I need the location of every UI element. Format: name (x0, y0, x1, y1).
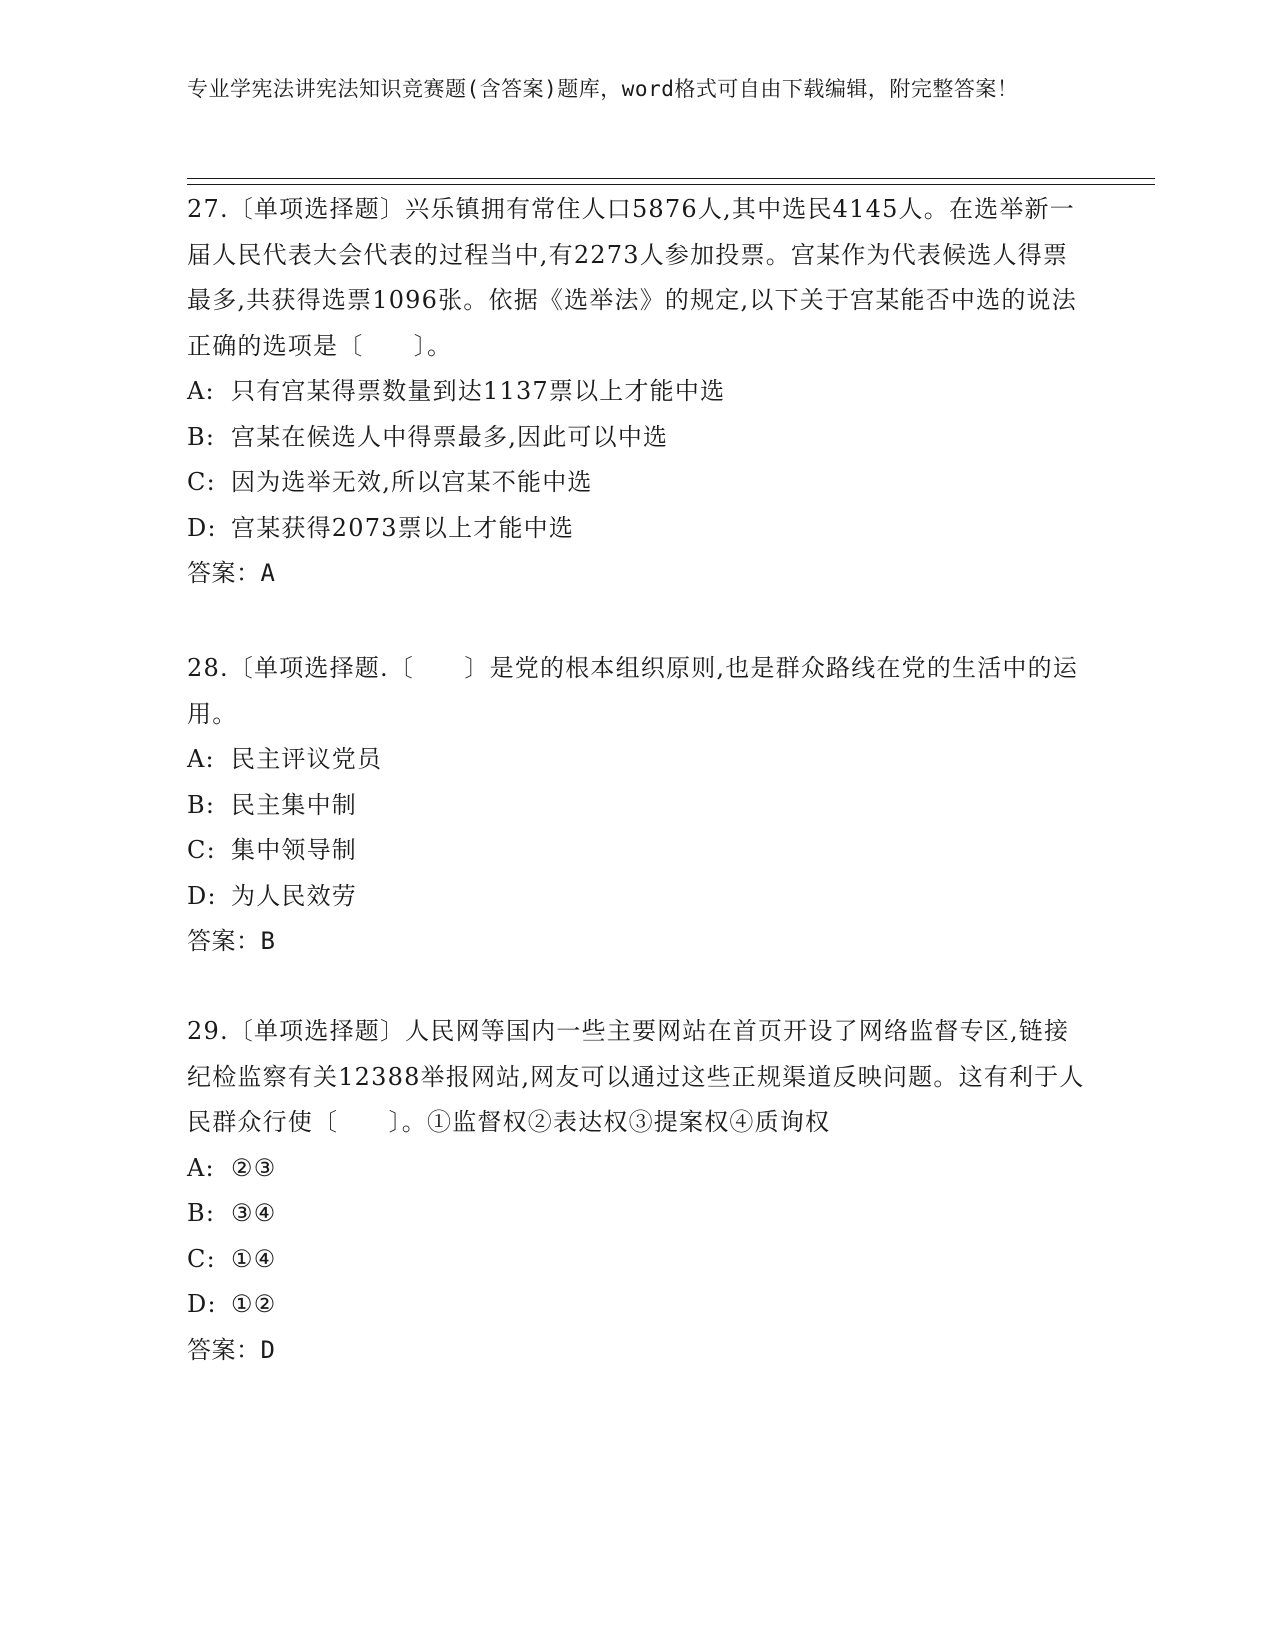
header-divider-top (187, 178, 1155, 179)
question-stem: 27.〔单项选择题〕兴乐镇拥有常住人口5876人,其中选民4145人。在选举新一届人民代表大会代表的过程当中,有2273人参加投票。宫某作为代表候选人得票最多,共获得选票1096张。依据《选举法》的规定,以下关于宫某能否中选的说法正确的选项是〔 〕。 (187, 195, 1077, 360)
answer-label: 答案：D (187, 1335, 276, 1364)
option-key: D: (187, 513, 217, 542)
option-key: A: (187, 377, 215, 405)
question-27 (187, 187, 1087, 597)
option-text: 宫某在候选人中得票最多,因此可以中选 (231, 422, 669, 451)
option-key: B: (187, 790, 216, 819)
option-c (187, 828, 1087, 874)
option-d (187, 506, 1087, 552)
question-29 (187, 1009, 1087, 1373)
option-text: 因为选举无效,所以宫某不能中选 (231, 468, 593, 496)
option-b (187, 1191, 1087, 1237)
option-a (187, 1146, 1087, 1192)
option-d (187, 874, 1087, 920)
option-text: 集中领导制 (231, 836, 357, 864)
option-text: ①④ (231, 1244, 277, 1273)
option-a (187, 369, 1087, 415)
option-key: A: (187, 1153, 215, 1182)
option-text: 为人民效劳 (231, 881, 357, 910)
answer-label: 答案：B (187, 927, 276, 955)
document-header: 专业学宪法讲宪法知识竞赛题(含答案)题库，word格式可自由下载编辑，附完整答案！ (187, 77, 1019, 101)
option-text: 民主集中制 (231, 790, 357, 819)
option-d (187, 1282, 1087, 1328)
option-key: C: (187, 836, 216, 864)
option-text: ①② (231, 1290, 277, 1318)
option-b (187, 415, 1087, 461)
option-text: ②③ (231, 1153, 277, 1182)
option-key: D: (187, 1290, 217, 1318)
option-key: C: (187, 468, 216, 496)
option-c (187, 460, 1087, 506)
option-text: 民主评议党员 (231, 745, 383, 773)
option-text: 只有宫某得票数量到达1137票以上才能中选 (231, 377, 726, 405)
option-c (187, 1237, 1087, 1283)
option-key: D: (187, 881, 217, 910)
option-a (187, 737, 1087, 783)
option-key: A: (187, 745, 215, 773)
question-stem: 28.〔单项选择题.〔 〕是党的根本组织原则,也是群众路线在党的生活中的运用。 (187, 654, 1079, 728)
question-28 (187, 646, 1087, 965)
option-key: B: (187, 422, 216, 451)
answer-label: 答案：A (187, 559, 276, 587)
option-text: 宫某获得2073票以上才能中选 (231, 513, 575, 542)
option-text: ③④ (231, 1199, 277, 1227)
header-divider-bottom (187, 184, 1155, 185)
option-key: C: (187, 1244, 216, 1273)
option-b (187, 783, 1087, 829)
option-key: B: (187, 1199, 216, 1227)
question-stem: 29.〔单项选择题〕人民网等国内一些主要网站在首页开设了网络监督专区,链接纪检监察有关12388举报网站,网友可以通过这些正规渠道反映问题。这有利于人民群众行使〔 〕。①监督权②表达权③提案权④质询权 (187, 1017, 1085, 1136)
